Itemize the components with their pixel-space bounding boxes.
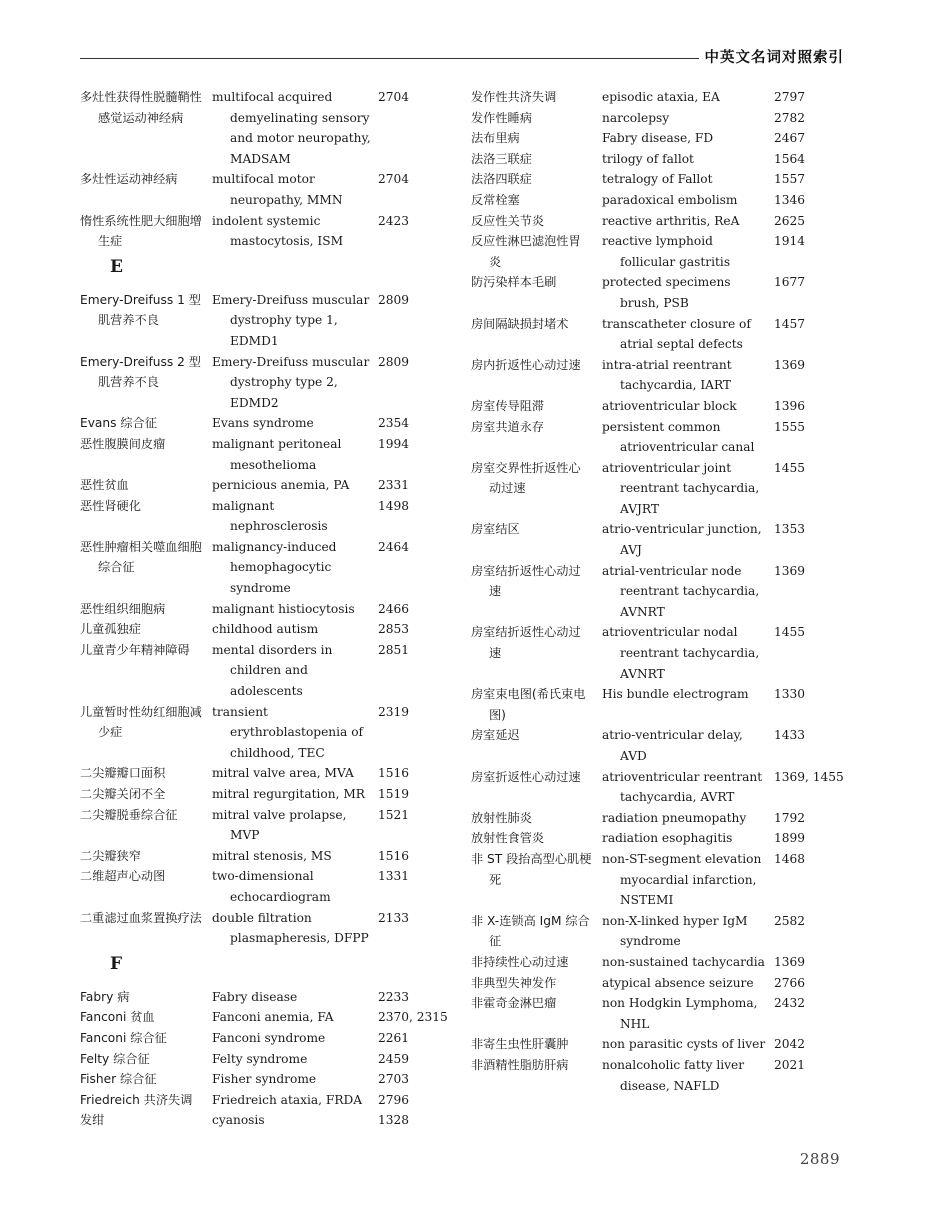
index-term-english: non-X-linked hyper IgM syndrome	[602, 913, 748, 949]
index-entry	[80, 496, 460, 537]
index-term-english: tetralogy of Fallot	[602, 172, 713, 187]
index-term-english: intra-atrial reentrant tachycardia, IART	[602, 357, 732, 393]
index-term-english: mitral valve prolapse, MVP	[212, 807, 347, 843]
index-term-chinese: 法洛三联症	[471, 151, 532, 166]
index-term-english: Fabry disease, FD	[602, 131, 714, 146]
index-term-english: reactive arthritis, ReA	[602, 213, 740, 228]
index-term-chinese: 多灶性运动神经病	[80, 172, 178, 187]
index-entry	[471, 211, 851, 232]
index-page-ref: 2582	[774, 913, 806, 928]
index-page-ref: 1353	[774, 522, 806, 537]
index-entry	[471, 149, 851, 170]
index-page-ref: 1516	[378, 848, 410, 863]
index-term-english: pernicious anemia, PA	[212, 478, 350, 493]
index-entry	[80, 87, 460, 169]
index-term-english: malignant nephrosclerosis	[212, 498, 328, 534]
index-entry	[471, 993, 851, 1034]
index-entry	[80, 537, 460, 599]
index-term-chinese: 非寄生虫性肝囊肿	[471, 1037, 569, 1052]
index-entry	[471, 190, 851, 211]
index-entry	[471, 1034, 851, 1055]
index-term-chinese: 房室延迟	[471, 728, 520, 743]
index-term-chinese: Fanconi 贫血	[80, 1010, 155, 1025]
index-entry	[471, 87, 851, 108]
index-term-english: malignancy-induced hemophagocytic syndrome	[212, 539, 337, 596]
index-entry	[80, 352, 460, 414]
index-term-english: persistent common atrioventricular canal	[602, 419, 755, 455]
index-page-ref: 1468	[774, 851, 806, 866]
index-page-ref: 2133	[378, 910, 410, 925]
index-entry	[471, 314, 851, 355]
index-page-ref: 1457	[774, 316, 806, 331]
index-term-english: multifocal acquired demyelinating sensory and motor neuropathy, MADSAM	[212, 90, 371, 166]
index-page-ref: 2766	[774, 975, 806, 990]
index-term-english: protected specimens brush, PSB	[602, 275, 731, 310]
index-term-english: non-ST-segment elevation myocardial infarction, NSTEMI	[602, 851, 762, 908]
index-entry	[80, 1028, 460, 1049]
index-page-ref: 1519	[378, 787, 410, 801]
index-term-chinese: 房室结折返性心动过速	[471, 563, 581, 599]
index-page-ref: 2851	[378, 642, 410, 657]
index-page-ref: 1557	[774, 172, 806, 187]
index-page-ref: 2797	[774, 90, 806, 104]
index-entry	[80, 866, 460, 907]
index-term-english: nonalcoholic fatty liver disease, NAFLD	[602, 1057, 745, 1093]
index-entry	[80, 805, 460, 846]
index-page-ref: 2809	[378, 292, 410, 307]
index-section-letter: E	[110, 256, 123, 277]
index-page-ref: 2782	[774, 110, 806, 125]
index-page-ref: 2423	[378, 213, 410, 228]
index-term-chinese: 房室折返性心动过速	[471, 769, 581, 784]
index-page-ref: 2796	[378, 1092, 410, 1107]
index-term-english: non parasitic cysts of liver	[602, 1037, 766, 1052]
index-term-english: atrioventricular block	[602, 398, 737, 413]
index-entry	[80, 908, 460, 949]
index-term-english: non-sustained tachycardia	[602, 954, 765, 969]
index-term-chinese: 法布里病	[471, 131, 520, 146]
index-term-english: atrioventricular reentrant tachycardia, AVRT	[602, 769, 763, 805]
running-header-title: 中英文名词对照索引	[699, 46, 845, 67]
index-term-chinese: 放射性食管炎	[471, 831, 545, 846]
index-term-english: narcolepsy	[602, 110, 670, 125]
index-term-chinese: 防污染样本毛刷	[471, 275, 557, 290]
index-term-english: Fanconi syndrome	[212, 1030, 326, 1045]
index-entry	[80, 211, 460, 252]
index-term-chinese: 房室结区	[471, 522, 520, 537]
index-entry	[80, 640, 460, 702]
index-entry	[471, 828, 851, 849]
index-page-ref: 1369	[774, 357, 806, 372]
index-page-ref: 1498	[378, 498, 410, 513]
index-page-ref: 2432	[774, 996, 806, 1011]
index-entry	[471, 622, 851, 684]
index-entry	[80, 290, 460, 352]
index-term-chinese: Felty 综合征	[80, 1051, 150, 1066]
index-term-chinese: 非酒精性脂肪肝病	[471, 1057, 569, 1072]
index-term-chinese: Fisher 综合征	[80, 1072, 157, 1087]
index-term-chinese: 反应性淋巴滤泡性胃炎	[471, 234, 581, 269]
index-page-ref: 1792	[774, 810, 806, 825]
index-page-ref: 2467	[774, 131, 806, 146]
index-page-ref: 2464	[378, 539, 410, 554]
index-term-chinese: 二尖瓣瓣口面积	[80, 766, 166, 781]
index-term-english: His bundle electrogram	[602, 687, 749, 702]
index-page-ref: 2625	[774, 213, 806, 228]
index-entry	[471, 231, 851, 272]
index-term-chinese: 恶性肿瘤相关噬血细胞综合征	[80, 539, 202, 575]
index-entry	[471, 767, 851, 808]
index-entry	[80, 763, 460, 784]
index-term-chinese: 非 X-连锁高 IgM 综合征	[471, 913, 590, 949]
index-term-english: Fabry disease	[212, 989, 298, 1004]
index-term-english: non Hodgkin Lymphoma, NHL	[602, 996, 758, 1031]
index-term-chinese: 儿童暂时性幼红细胞减少症	[80, 704, 202, 740]
index-term-chinese: 发作性共济失调	[471, 90, 557, 104]
index-term-chinese: 非 ST 段抬高型心肌梗死	[471, 851, 592, 887]
index-term-english: Friedreich ataxia, FRDA	[212, 1092, 363, 1107]
index-entry	[471, 519, 851, 560]
index-page-ref: 1331	[378, 869, 410, 884]
index-term-english: multifocal motor neuropathy, MMN	[212, 172, 343, 207]
index-entry	[471, 108, 851, 129]
index-term-english: malignant histiocytosis	[212, 601, 355, 616]
index-term-chinese: 房室结折返性心动过速	[471, 625, 581, 661]
index-term-chinese: 非典型失神发作	[471, 975, 557, 990]
index-term-english: radiation pneumopathy	[602, 810, 747, 825]
index-entry	[471, 458, 851, 520]
index-term-chinese: 恶性肾硬化	[80, 498, 141, 513]
index-entry	[80, 413, 460, 434]
index-entry	[80, 475, 460, 496]
index-entry	[80, 846, 460, 867]
index-entry	[471, 561, 851, 623]
index-entry	[80, 619, 460, 640]
index-term-english: malignant peritoneal mesothelioma	[212, 436, 342, 472]
index-term-english: atrio-ventricular delay, AVD	[602, 728, 743, 763]
index-entry	[80, 1110, 460, 1131]
index-page-ref: 2704	[378, 90, 410, 104]
index-term-english: atypical absence seizure	[602, 975, 754, 990]
index-page-ref: 2466	[378, 601, 410, 616]
index-term-chinese: 发绀	[80, 1113, 105, 1128]
index-entry	[471, 973, 851, 994]
index-entry	[471, 684, 851, 725]
index-term-chinese: 二维超声心动图	[80, 869, 166, 884]
index-page-ref: 2042	[774, 1037, 806, 1052]
index-term-chinese: 非霍奇金淋巴瘤	[471, 996, 557, 1011]
index-term-chinese: Emery-Dreifuss 2 型肌营养不良	[80, 354, 201, 390]
index-page-ref: 1516	[378, 766, 410, 781]
index-page-ref: 1555	[774, 419, 806, 434]
index-term-chinese: Evans 综合征	[80, 416, 157, 431]
index-term-english: episodic ataxia, EA	[602, 90, 720, 104]
index-page-ref: 1899	[774, 831, 806, 846]
index-term-english: Evans syndrome	[212, 416, 314, 431]
index-entry	[471, 272, 851, 313]
index-term-english: childhood autism	[212, 622, 319, 637]
index-term-chinese: 二重滤过血浆置换疗法	[80, 910, 202, 925]
index-term-chinese: 恶性组织细胞病	[80, 601, 166, 616]
index-entry	[471, 417, 851, 458]
index-term-chinese: 二尖瓣狭窄	[80, 848, 141, 863]
index-page-ref: 1328	[378, 1113, 410, 1128]
index-page-ref: 1455	[774, 625, 806, 640]
index-page-ref: 2233	[378, 989, 410, 1004]
index-page-ref: 1433	[774, 728, 806, 743]
index-page-ref: 2703	[378, 1072, 410, 1087]
index-entry	[80, 1049, 460, 1070]
index-page-ref: 1346	[774, 192, 806, 207]
index-entry	[471, 128, 851, 149]
index-entry	[80, 599, 460, 620]
index-page-ref: 1396	[774, 398, 806, 413]
index-term-chinese: 儿童孤独症	[80, 622, 141, 637]
index-term-english: reactive lymphoid follicular gastritis	[602, 234, 731, 269]
index-term-english: atrioventricular joint reentrant tachycardia, AVJRT	[602, 460, 760, 516]
index-term-chinese: 房室束电图(希氏束电图)	[471, 687, 586, 722]
index-page-ref: 2261	[378, 1030, 410, 1045]
index-term-english: atrio-ventricular junction, AVJ	[602, 522, 762, 558]
index-term-chinese: 恶性腹膜间皮瘤	[80, 436, 166, 451]
index-term-english: atrioventricular nodal reentrant tachycardia, AVNRT	[602, 625, 760, 681]
index-term-chinese: 二尖瓣关闭不全	[80, 787, 166, 801]
index-term-chinese: 房内折返性心动过速	[471, 357, 581, 372]
index-term-chinese: 房室共道永存	[471, 419, 545, 434]
index-entry	[471, 725, 851, 766]
index-page-ref: 2021	[774, 1057, 806, 1072]
index-term-english: mitral regurgitation, MR	[212, 787, 365, 801]
index-entry	[471, 355, 851, 396]
index-term-english: transient erythroblastopenia of childhood, TEC	[212, 704, 364, 760]
index-page-ref: 1914	[774, 234, 806, 249]
index-term-chinese: 反应性关节炎	[471, 213, 545, 228]
index-page-ref: 1369	[774, 954, 806, 969]
index-term-english: two-dimensional echocardiogram	[212, 869, 331, 904]
index-entry	[471, 1055, 851, 1096]
index-page-ref: 2459	[378, 1051, 410, 1066]
index-page-ref: 1521	[378, 807, 410, 822]
index-entry	[80, 169, 460, 210]
index-term-english: double filtration plasmapheresis, DFPP	[212, 910, 369, 946]
index-page-ref: 2319	[378, 704, 410, 719]
index-column-right	[471, 87, 851, 1096]
index-term-chinese: 恶性贫血	[80, 478, 129, 493]
index-term-english: Felty syndrome	[212, 1051, 308, 1066]
index-entry	[471, 911, 851, 952]
index-term-english: mitral stenosis, MS	[212, 848, 332, 863]
index-page-ref: 2809	[378, 354, 410, 369]
index-term-english: Emery-Dreifuss muscular dystrophy type 2, EDMD2	[212, 354, 370, 410]
index-entry	[471, 808, 851, 829]
index-term-chinese: Fabry 病	[80, 989, 130, 1004]
index-term-english: Fisher syndrome	[212, 1072, 317, 1087]
index-term-chinese: 多灶性获得性脱髓鞘性感觉运动神经病	[80, 90, 202, 125]
index-entry	[80, 1007, 460, 1028]
index-term-english: atrial-ventricular node reentrant tachycardia, AVNRT	[602, 563, 760, 619]
index-term-english: transcatheter closure of atrial septal defects	[602, 316, 751, 352]
index-entry	[471, 169, 851, 190]
index-term-chinese: 房间隔缺损封堵术	[471, 316, 569, 331]
index-entry	[80, 784, 460, 805]
index-term-chinese: 房室传导阻滞	[471, 398, 545, 413]
index-term-chinese: 二尖瓣脱垂综合征	[80, 807, 178, 822]
index-term-chinese: 放射性肺炎	[471, 810, 532, 825]
index-term-chinese: 法洛四联症	[471, 172, 532, 187]
index-entry	[471, 952, 851, 973]
index-term-english: cyanosis	[212, 1113, 265, 1128]
index-entry	[80, 434, 460, 475]
index-term-english: Fanconi anemia, FA	[212, 1010, 334, 1025]
index-entry	[471, 396, 851, 417]
index-term-english: mitral valve area, MVA	[212, 766, 354, 781]
index-page-ref: 2354	[378, 416, 410, 431]
index-page-ref: 1564	[774, 151, 806, 166]
index-term-english: indolent systemic mastocytosis, ISM	[212, 213, 344, 249]
index-term-chinese: 反常栓塞	[471, 192, 520, 207]
index-entry	[80, 987, 460, 1008]
page-number: 2889	[799, 1150, 840, 1168]
index-term-english: radiation esophagitis	[602, 831, 733, 846]
index-entry	[80, 702, 460, 764]
index-page-ref: 1330	[774, 687, 806, 702]
index-term-chinese: Friedreich 共济失调	[80, 1092, 193, 1107]
index-term-chinese: Emery-Dreifuss 1 型肌营养不良	[80, 292, 201, 328]
index-term-chinese: 儿童青少年精神障碍	[80, 642, 190, 657]
index-page-ref: 1455	[774, 460, 806, 475]
index-term-chinese: 房室交界性折返性心动过速	[471, 460, 581, 496]
index-entry	[80, 1069, 460, 1090]
index-term-english: paradoxical embolism	[602, 192, 738, 207]
index-entry	[471, 849, 851, 911]
index-page-ref: 2704	[378, 172, 410, 187]
index-term-english: mental disorders in children and adolescents	[212, 642, 333, 699]
index-term-english: Emery-Dreifuss muscular dystrophy type 1, EDMD1	[212, 292, 370, 348]
index-section-letter: F	[110, 953, 123, 974]
index-term-english: trilogy of fallot	[602, 151, 694, 166]
index-term-chinese: 非持续性心动过速	[471, 954, 569, 969]
index-column-left	[80, 87, 460, 1131]
index-page-ref: 2853	[378, 622, 410, 637]
index-entry	[80, 1090, 460, 1111]
index-page-ref: 1369, 1455	[774, 769, 844, 784]
index-page-ref: 1994	[378, 436, 410, 451]
index-page-ref: 1369	[774, 563, 806, 578]
index-term-chinese: 发作性睡病	[471, 110, 532, 125]
index-term-chinese: 惰性系统性肥大细胞增生症	[80, 213, 202, 249]
index-page-ref: 1677	[774, 275, 806, 290]
index-page-ref: 2331	[378, 478, 410, 493]
index-page-ref: 2370, 2315	[378, 1010, 448, 1025]
index-term-chinese: Fanconi 综合征	[80, 1030, 167, 1045]
